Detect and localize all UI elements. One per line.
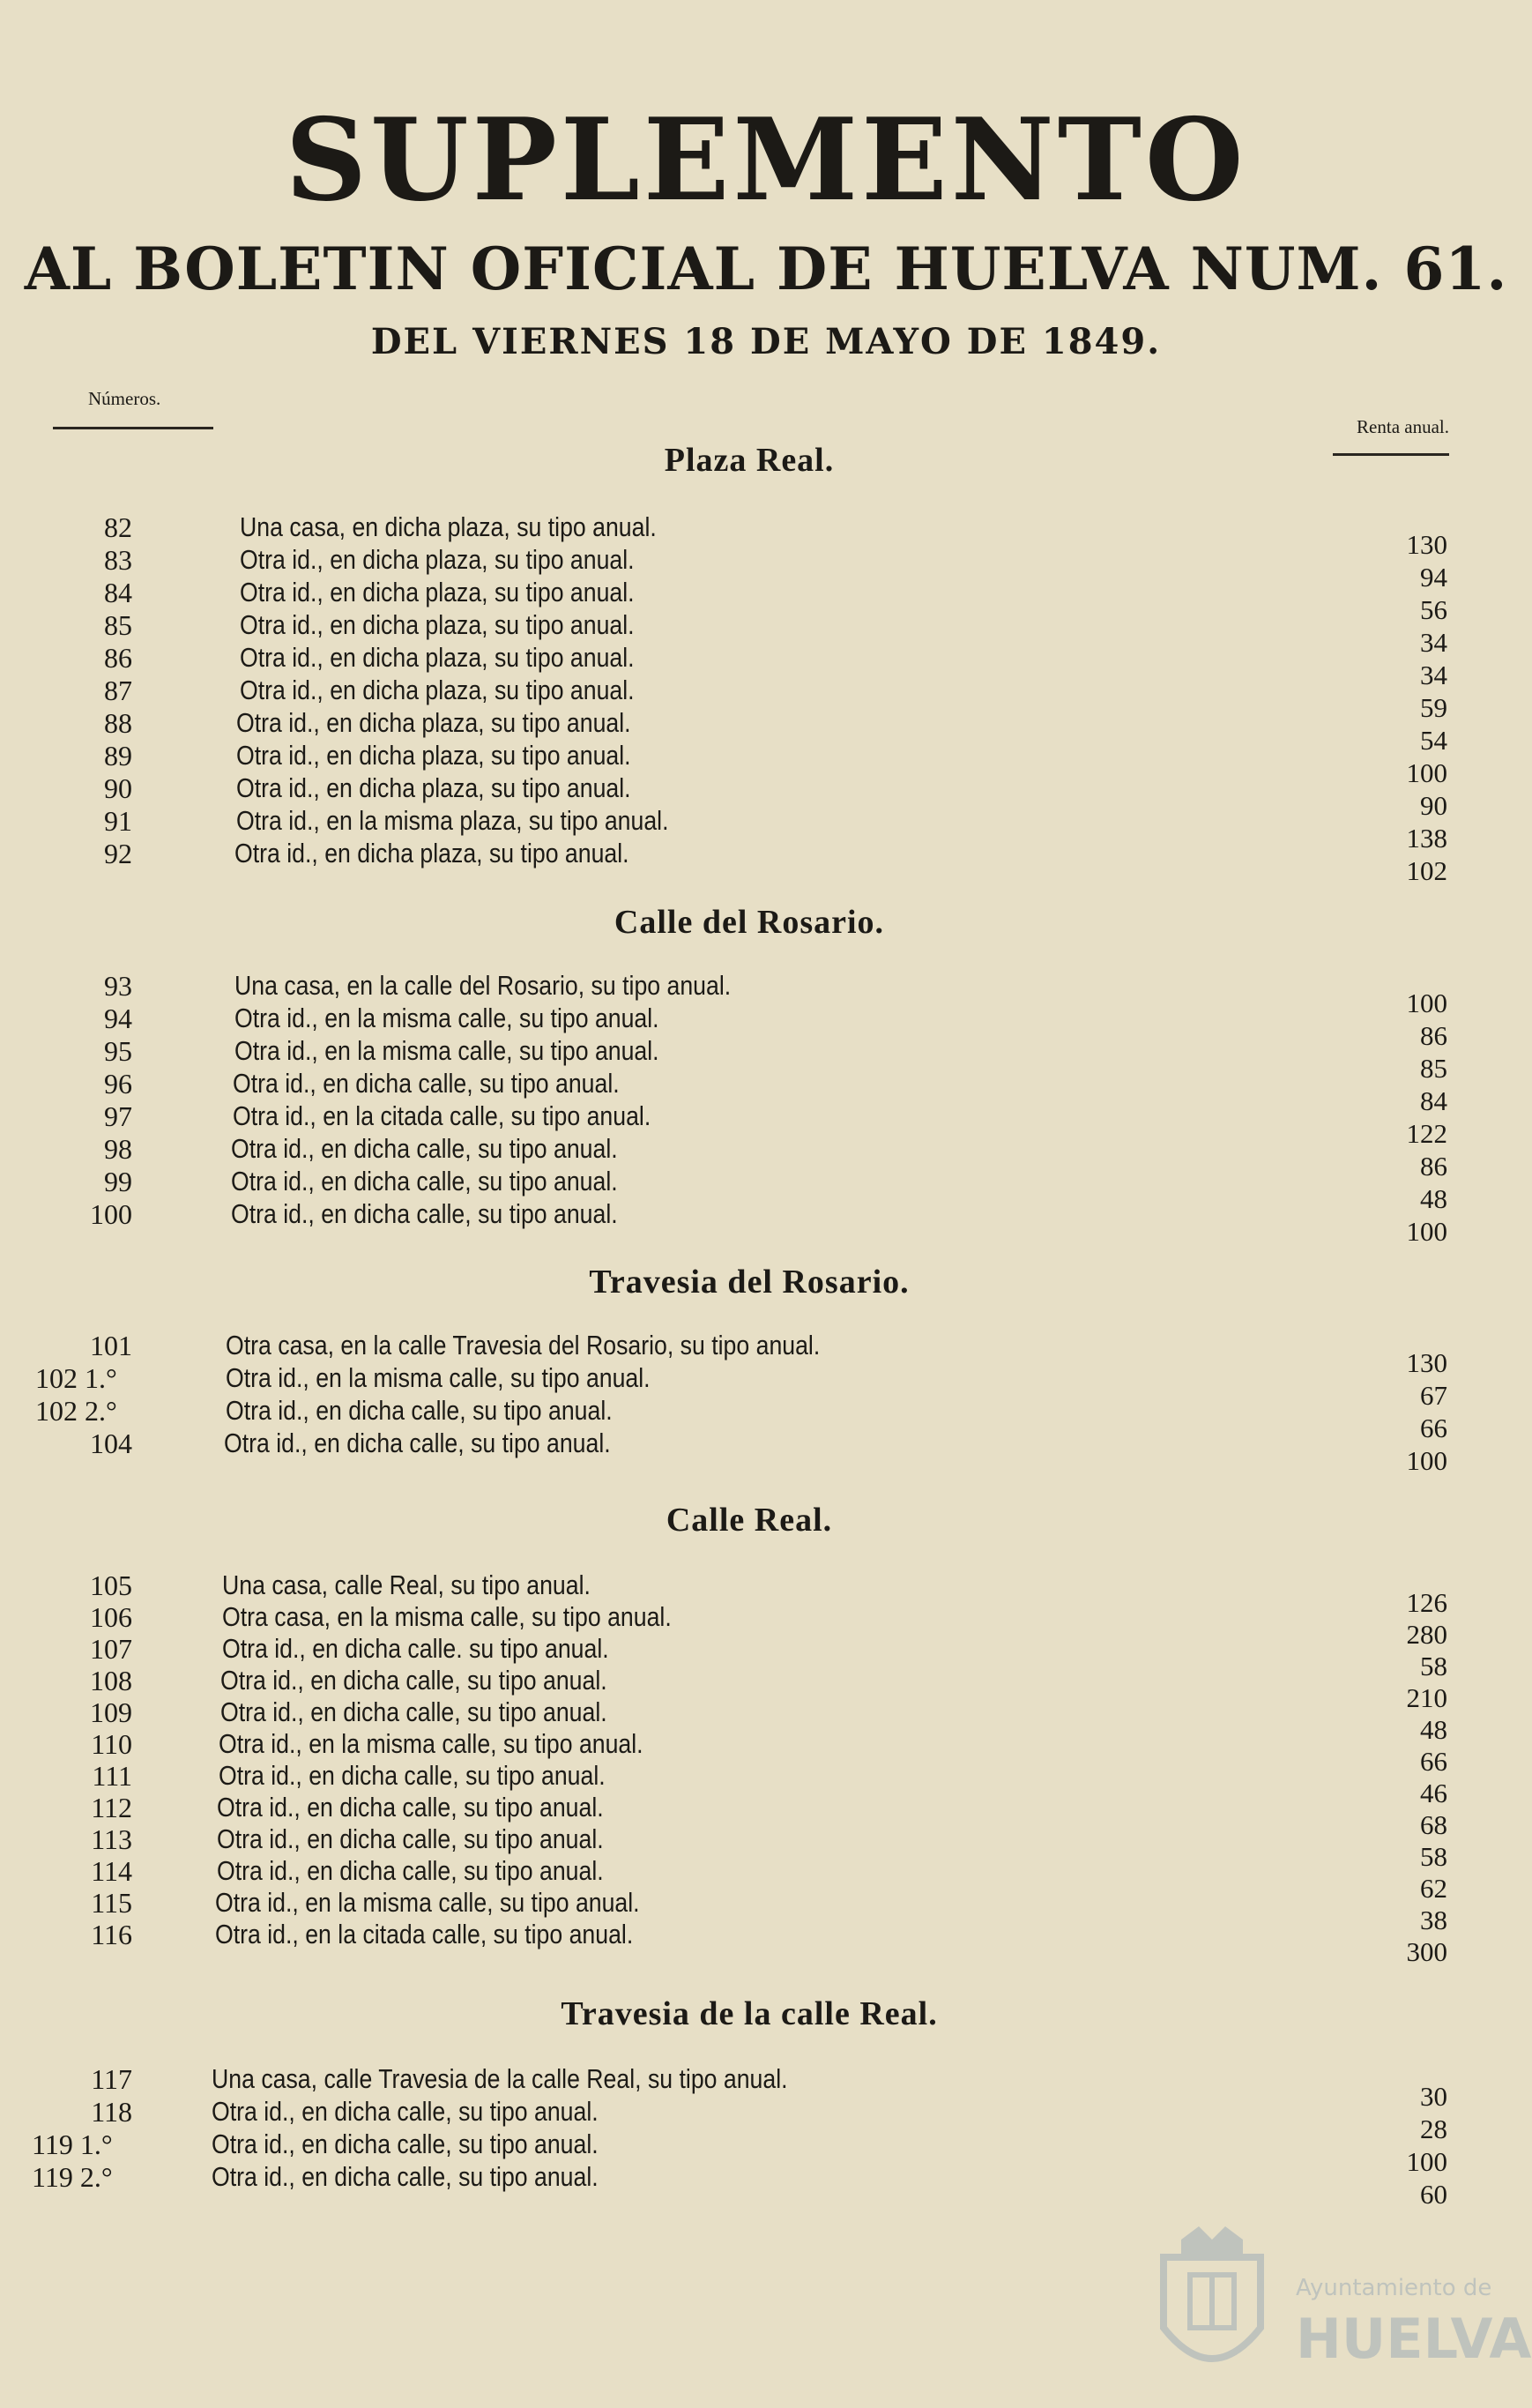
entry-description: Otra id., en la citada calle, su tipo anual. xyxy=(215,1919,634,1950)
entry-number: 89 xyxy=(104,740,132,772)
entry-description: Otra id., en dicha calle, su tipo anual. xyxy=(224,1428,611,1458)
entry-number: 99 xyxy=(104,1166,132,1197)
column-header-numbers: Números. xyxy=(88,388,161,409)
table-row xyxy=(0,1395,1532,1443)
entry-rent: 58 xyxy=(1420,1841,1447,1872)
entry-number: 111 xyxy=(92,1760,132,1792)
section-title-calle-real: Calle Real. xyxy=(666,1502,833,1539)
entry-description: Otra id., en la misma calle, su tipo anual. xyxy=(234,1003,659,1033)
huelva-watermark xyxy=(1146,2222,1532,2389)
entry-rent: 34 xyxy=(1420,660,1447,690)
entry-description: Otra id., en dicha calle, su tipo anual. xyxy=(219,1760,606,1791)
entry-description: Otra id., en dicha calle, su tipo anual. xyxy=(212,2161,599,2192)
entry-rent: 100 xyxy=(1406,2146,1447,2177)
entry-number: 115 xyxy=(91,1887,132,1919)
entry-rent: 86 xyxy=(1420,1151,1447,1182)
entry-rent: 38 xyxy=(1420,1905,1447,1935)
entry-description: Otra id., en dicha calle. su tipo anual. xyxy=(222,1633,609,1664)
entry-number: 118 xyxy=(91,2096,132,2128)
entry-number: 97 xyxy=(104,1100,132,1132)
entry-rent: 126 xyxy=(1406,1587,1447,1618)
entry-rent: 85 xyxy=(1420,1053,1447,1084)
entry-rent: 68 xyxy=(1420,1809,1447,1840)
entry-number: 95 xyxy=(104,1035,132,1067)
entry-rent: 100 xyxy=(1406,1445,1447,1476)
entry-description: Otra id., en dicha calle, su tipo anual. xyxy=(217,1855,604,1886)
entry-description: Otra id., en la misma plaza, su tipo anual. xyxy=(236,805,669,836)
table-row xyxy=(0,642,1532,690)
column-header-rent: Renta anual. xyxy=(1357,416,1449,437)
entry-number: 119 2.° xyxy=(32,2161,113,2193)
entry-number: 101 xyxy=(90,1330,132,1361)
entry-number: 105 xyxy=(90,1569,132,1601)
entry-rent: 280 xyxy=(1406,1619,1447,1650)
entry-description: Otra id., en dicha calle, su tipo anual. xyxy=(231,1166,618,1197)
entry-number: 98 xyxy=(104,1133,132,1165)
entry-number: 106 xyxy=(90,1601,132,1633)
entry-rent: 130 xyxy=(1406,1347,1447,1378)
entry-rent: 210 xyxy=(1406,1682,1447,1713)
entry-number: 85 xyxy=(104,609,132,641)
entry-rent: 90 xyxy=(1420,790,1447,821)
entry-number: 92 xyxy=(104,838,132,869)
table-row xyxy=(0,1428,1532,1476)
entry-rent: 46 xyxy=(1420,1778,1447,1808)
entry-number: 102 2.° xyxy=(35,1395,117,1427)
entry-description: Otra id., en la citada calle, su tipo anual. xyxy=(233,1100,651,1131)
entry-rent: 67 xyxy=(1420,1380,1447,1411)
entry-description: Otra casa, en la misma calle, su tipo anual. xyxy=(222,1601,672,1632)
date-line: DEL VIERNES 18 DE MAYO DE 1849. xyxy=(370,321,1162,362)
entry-number: 94 xyxy=(104,1003,132,1034)
table-row xyxy=(0,1919,1532,1967)
entry-number: 90 xyxy=(104,772,132,804)
entry-rent: 100 xyxy=(1406,1216,1447,1247)
entry-rent: 56 xyxy=(1420,594,1447,625)
entry-number: 109 xyxy=(90,1696,132,1728)
table-row xyxy=(0,838,1532,886)
entry-description: Una casa, calle Travesia de la calle Real, su tipo anual. xyxy=(212,2063,788,2094)
entry-rent: 130 xyxy=(1406,529,1447,560)
entry-rent: 84 xyxy=(1420,1085,1447,1116)
entry-description: Otra id., en dicha calle, su tipo anual. xyxy=(212,2128,599,2159)
entry-number: 84 xyxy=(104,577,132,608)
entry-number: 110 xyxy=(91,1728,132,1760)
entry-description: Otra id., en la misma calle, su tipo anual. xyxy=(219,1728,643,1759)
entry-description: Otra id., en la misma calle, su tipo anual. xyxy=(234,1035,659,1066)
entry-description: Otra id., en dicha plaza, su tipo anual. xyxy=(236,707,631,738)
section-title-travesia-de-la-calle-real: Travesia de la calle Real. xyxy=(561,1995,938,2032)
entry-number: 108 xyxy=(90,1665,132,1696)
entry-number: 104 xyxy=(90,1428,132,1459)
entry-number: 87 xyxy=(104,675,132,706)
entry-number: 83 xyxy=(104,544,132,576)
entry-number: 88 xyxy=(104,707,132,739)
entry-description: Una casa, en dicha plaza, su tipo anual. xyxy=(240,511,657,542)
entry-rent: 66 xyxy=(1420,1413,1447,1443)
entry-description: Otra id., en dicha plaza, su tipo anual. xyxy=(234,838,629,869)
entry-number: 112 xyxy=(91,1792,132,1823)
entry-number: 113 xyxy=(91,1823,132,1855)
entry-rent: 122 xyxy=(1406,1118,1447,1149)
section-title-plaza-real: Plaza Real. xyxy=(664,442,835,479)
entry-rent: 30 xyxy=(1420,2081,1447,2112)
bulletin-subtitle: AL BOLETIN OFICIAL DE HUELVA NUM. 61. xyxy=(24,235,1508,303)
entry-rent: 28 xyxy=(1420,2114,1447,2144)
entry-number: 100 xyxy=(90,1198,132,1230)
entry-rent: 48 xyxy=(1420,1183,1447,1214)
entry-description: Otra id., en dicha calle, su tipo anual. xyxy=(217,1792,604,1823)
entry-description: Una casa, calle Real, su tipo anual. xyxy=(222,1569,591,1600)
left-header-rule xyxy=(53,427,213,429)
entry-rent: 300 xyxy=(1406,1936,1447,1967)
section-title-calle-del-rosario: Calle del Rosario. xyxy=(614,904,885,941)
entry-rent: 102 xyxy=(1406,855,1447,886)
entry-rent: 60 xyxy=(1420,2179,1447,2210)
entry-description: Otra id., en dicha calle, su tipo anual. xyxy=(231,1198,618,1229)
entry-description: Otra id., en dicha plaza, su tipo anual. xyxy=(236,772,631,803)
entry-description: Otra id., en dicha calle, su tipo anual. xyxy=(231,1133,618,1164)
entry-number: 116 xyxy=(91,1919,132,1950)
entry-rent: 34 xyxy=(1420,627,1447,658)
entry-number: 93 xyxy=(104,970,132,1002)
table-row xyxy=(0,1198,1532,1247)
entry-number: 102 1.° xyxy=(35,1362,117,1394)
entry-description: Otra id., en dicha plaza, su tipo anual. xyxy=(236,740,631,771)
entry-description: Otra id., en la misma calle, su tipo anual. xyxy=(226,1362,651,1393)
watermark-line2: HUELVA xyxy=(1296,2307,1532,2371)
section-title-travesia-del-rosario: Travesia del Rosario. xyxy=(589,1264,910,1301)
entry-description: Otra id., en dicha calle, su tipo anual. xyxy=(226,1395,613,1426)
entry-description: Otra id., en dicha calle, su tipo anual. xyxy=(220,1665,607,1696)
entry-description: Otra id., en la misma calle, su tipo anual. xyxy=(215,1887,640,1918)
entry-number: 91 xyxy=(104,805,132,837)
entry-description: Otra id., en dicha plaza, su tipo anual. xyxy=(240,544,635,575)
entry-number: 82 xyxy=(104,511,132,543)
entry-description: Otra id., en dicha calle, su tipo anual. xyxy=(212,2096,599,2127)
entry-description: Otra id., en dicha plaza, su tipo anual. xyxy=(240,642,635,673)
entry-description: Otra id., en dicha plaza, su tipo anual. xyxy=(240,577,635,608)
entry-description: Otra id., en dicha plaza, su tipo anual. xyxy=(240,609,635,640)
entry-rent: 48 xyxy=(1420,1714,1447,1745)
entry-number: 117 xyxy=(91,2063,132,2095)
table-row xyxy=(0,2161,1532,2210)
entry-description: Otra id., en dicha calle, su tipo anual. xyxy=(233,1068,620,1099)
entry-description: Una casa, en la calle del Rosario, su tipo anual. xyxy=(234,970,732,1001)
entry-number: 107 xyxy=(90,1633,132,1665)
entry-number: 96 xyxy=(104,1068,132,1100)
entry-rent: 100 xyxy=(1406,757,1447,788)
entry-rent: 59 xyxy=(1420,692,1447,723)
entry-rent: 86 xyxy=(1420,1020,1447,1051)
entry-number: 114 xyxy=(91,1855,132,1887)
city-crest-icon xyxy=(1146,2222,1278,2389)
entry-description: Otra id., en dicha plaza, su tipo anual. xyxy=(240,675,635,705)
entry-rent: 100 xyxy=(1406,988,1447,1018)
entry-rent: 54 xyxy=(1420,725,1447,756)
supplement-title: SUPLEMENTO xyxy=(285,94,1247,227)
entry-description: Otra casa, en la calle Travesia del Rosario, su tipo anual. xyxy=(226,1330,821,1361)
entry-rent: 58 xyxy=(1420,1651,1447,1681)
entry-rent: 94 xyxy=(1420,562,1447,593)
entry-description: Otra id., en dicha calle, su tipo anual. xyxy=(220,1696,607,1727)
entry-rent: 138 xyxy=(1406,823,1447,854)
entry-number: 86 xyxy=(104,642,132,674)
entry-number: 119 1.° xyxy=(32,2128,113,2160)
entry-description: Otra id., en dicha calle, su tipo anual. xyxy=(217,1823,604,1854)
entry-rent: 62 xyxy=(1420,1873,1447,1904)
entry-rent: 66 xyxy=(1420,1746,1447,1777)
watermark-line1: Ayuntamiento de xyxy=(1296,2275,1492,2301)
